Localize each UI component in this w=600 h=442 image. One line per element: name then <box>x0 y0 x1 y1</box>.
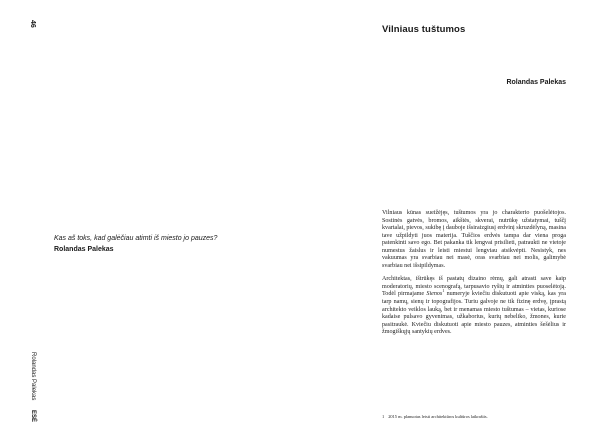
page-number: 46 <box>29 20 36 28</box>
publication-name: Sienos <box>426 291 443 298</box>
epigraph-quote: Kas aš toks, kad galėčiau atimti iš miesto jo pauzes? <box>54 235 218 242</box>
right-page <box>300 0 600 442</box>
essay-title: Vilniaus tuštumos <box>382 24 466 35</box>
footnote <box>382 414 566 420</box>
running-section-code: ESĖ <box>30 410 36 423</box>
essay-author: Rolandas Palekas <box>506 79 566 86</box>
essay-body <box>382 210 566 337</box>
paragraph-2-start: Architektas, ištrūkęs iš pastatų dizaino rėmų, gali atrasti save kaip moderatorių, miesto scenografą, tarpusavio ryšių ir atminties puoselėtoją. Todėl pirmajame <box>382 276 566 298</box>
footnote-number: 1 <box>382 414 385 419</box>
footnote-text: 2015 m. planuotas leisti architektūros kultūros laikraštis. <box>388 414 488 419</box>
footnote-marker: 1 <box>442 288 445 294</box>
paragraph-2-end: numeryje kviečiu diskutuoti apie viską, kas yra tarp namų, sienų ir topografijos. Turiu galvoje ne tik fizinę erdvę, įprastą architekto veiklos lauką, bet ir menamas miesto tuštumas – vietas, kuriose kadaise pulsavo gyvenimas, užkaborius, kurių nebeliko, žmones, kurie pasitraukė. Kviečiu diskutuoti apie miesto pauzes, atminties šešėlius ir žmogiškųjų santykių erdves. <box>382 291 566 336</box>
epigraph-author: Rolandas Palekas <box>54 246 114 253</box>
running-author: Rolandas Palekas <box>30 352 36 401</box>
paragraph-1: Vilniaus kūnas sueižėjęs, tuštumos yra jo charakterio puošelėtojos. Sostinės gatvės, bromos, aikštės, skverai, nutrūkę užstatymai, tuščį kvartalai, pievos, sukibę į dauboje išsiraizgiusį erdvinį skruzdėlyną, masina tave užpildyti juos materija. Tuščios erdvės tampa dar viena proga patenkinti savo ego. Bet pakanka tik lengvai prisilieti, patraukti ne vietoje numestus žaislus ir leisti miestui lengviau atsikvėpti. Nesistyk, nes vakuumas yra svarbiau nei masė, oras svarbiau nei molis, galimybė svarbiau nei išsipildymas. <box>382 210 566 269</box>
epigraph <box>54 234 274 255</box>
paragraph-2 <box>382 276 566 336</box>
